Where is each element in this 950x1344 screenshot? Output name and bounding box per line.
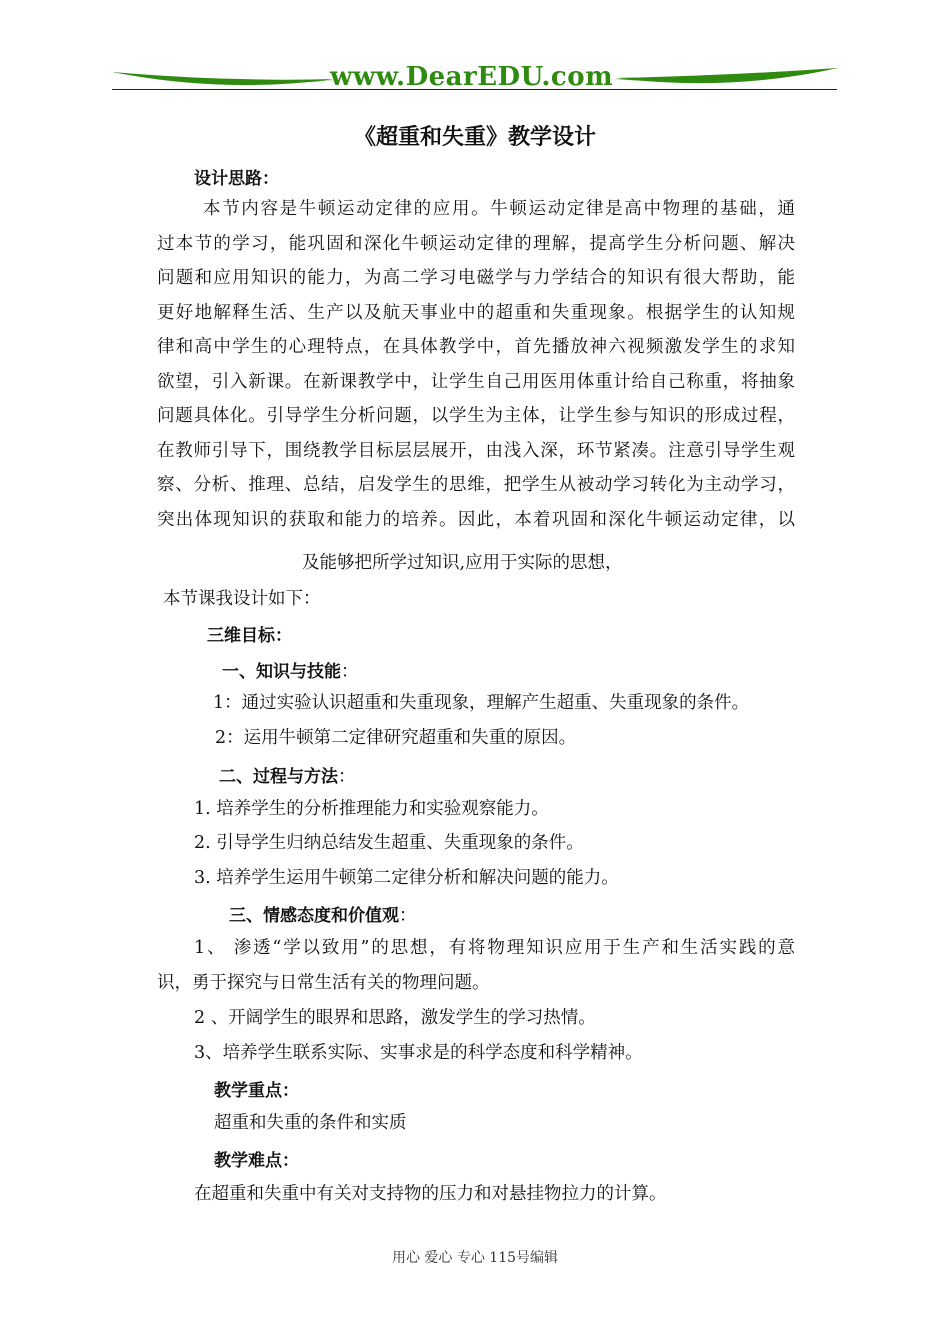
- process-heading: 二、过程与方法: [219, 767, 338, 787]
- page-footer: 用心 爱心 专心 115号编辑: [391, 1250, 559, 1266]
- process-item-2: 2. 引导学生归纳总结发生超重、失重现象的条件。: [194, 833, 584, 853]
- paragraph-line: 过本节的学习，能巩固和深化牛顿运动定律的理解，提高学生分析问题、解决: [157, 233, 795, 254]
- header-rule: [112, 89, 837, 90]
- knowledge-heading: 一、知识与技能: [222, 662, 341, 682]
- design-intro: 本节课我设计如下：: [163, 589, 321, 609]
- goals-heading: 三维目标：: [207, 626, 292, 646]
- knowledge-heading-row: [222, 657, 359, 683]
- emotion-item-2: 2 、开阔学生的眼界和思路，激发学生的学习热情。: [194, 1008, 596, 1028]
- paragraph-line: 问题和应用知识的能力，为高二学习电磁学与力学结合的知识有很大帮助，能: [157, 268, 795, 288]
- emotion-item-1-line-2: 识，勇于探究与日常生活有关的物理问题。: [157, 973, 490, 993]
- key-point-text: 超重和失重的条件和实质: [214, 1113, 407, 1133]
- key-point-heading: 教学重点：: [214, 1081, 299, 1101]
- emotion-heading: 三、情感态度和价值观: [229, 906, 399, 926]
- knowledge-colon: ：: [341, 662, 359, 682]
- paragraph-line: 律和高中学生的心理特点，在具体教学中，首先播放神六视频激发学生的求知: [157, 337, 795, 357]
- document-title: 《超重和失重》教学设计: [353, 125, 596, 150]
- paragraph-line: 欲望，引入新课。在新课教学中，让学生自己用医用体重计给自己称重，将抽象: [157, 371, 795, 392]
- process-item-3: 3. 培养学生运用牛顿第二定律分析和解决问题的能力。: [194, 868, 619, 888]
- paragraph-line: 在教师引导下，围绕教学目标层层展开，由浅入深，环节紧凑。注意引导学生观: [157, 440, 795, 461]
- paragraph-line: 突出体现知识的获取和能力的培养。因此，本着巩固和深化牛顿运动定律，以: [157, 509, 795, 530]
- emotion-item-3: 3、培养学生联系实际、实事求是的科学态度和科学精神。: [194, 1043, 643, 1063]
- process-heading-row: [219, 762, 356, 788]
- process-item-1: 1. 培养学生的分析推理能力和实验观察能力。: [194, 799, 549, 819]
- emotion-colon: ：: [399, 906, 417, 926]
- design-last-line: 及能够把所学过知识,应用于实际的思想，: [302, 553, 623, 573]
- paragraph-line: 更好地解释生活、生产以及航天事业中的超重和失重现象。根据学生的认知规: [157, 302, 795, 323]
- design-paragraph: [157, 192, 795, 537]
- emotion-heading-row: [229, 901, 417, 927]
- header-logo-text: www.DearEDU.com: [330, 62, 614, 92]
- emotion-item-1-line-1: 1、 渗透“学以致用”的思想，有将物理知识应用于生产和生活实践的意: [194, 938, 795, 958]
- paragraph-line: 本节内容是牛顿运动定律的应用。牛顿运动定律是高中物理的基础，通: [203, 199, 795, 219]
- difficulty-heading: 教学难点：: [214, 1151, 299, 1171]
- knowledge-item-2: 2：运用牛顿第二定律研究超重和失重的原因。: [215, 728, 577, 748]
- paragraph-line: 问题具体化。引导学生分析问题，以学生为主体，让学生参与知识的形成过程，: [157, 406, 795, 426]
- design-heading: 设计思路：: [194, 169, 279, 189]
- knowledge-item-1: 1：通过实验认识超重和失重现象，理解产生超重、失重现象的条件。: [213, 693, 750, 713]
- paragraph-line: 察、分析、推理、总结，启发学生的思维，把学生从被动学习转化为主动学习，: [157, 475, 795, 495]
- difficulty-text: 在超重和失重中有关对支持物的压力和对悬挂物拉力的计算。: [194, 1184, 667, 1204]
- process-colon: ：: [338, 767, 356, 787]
